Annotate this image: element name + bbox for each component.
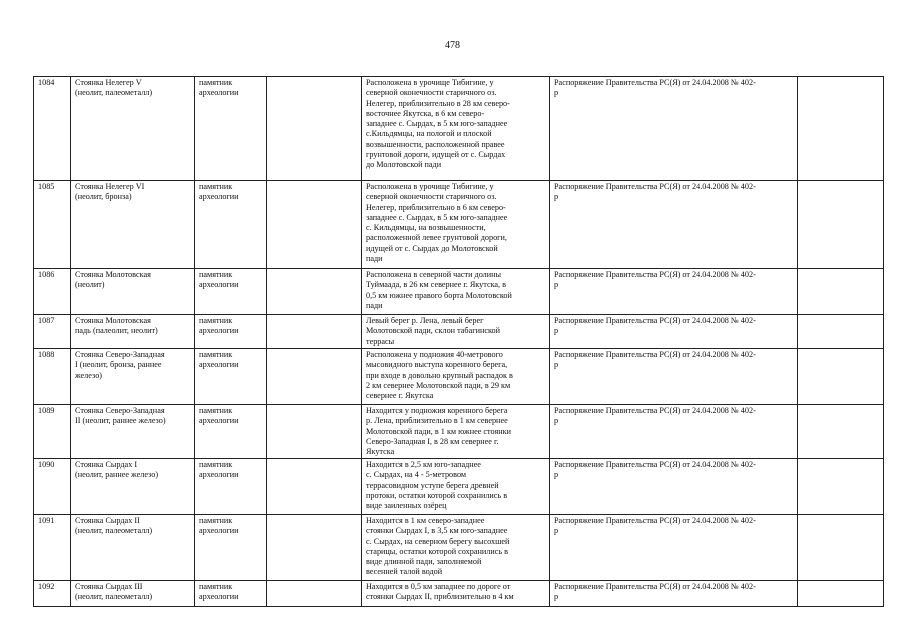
cell-monument-name: Стоянка Сырдах I (неолит, раннее железо): [71, 459, 195, 515]
cell-empty: [267, 269, 362, 315]
cell-number: 1090: [34, 459, 71, 515]
cell-monument-name: Стоянка Нелегер V (неолит, палеометалл): [71, 77, 195, 181]
cell-document: Распоряжение Правительства РС(Я) от 24.04.2008 № 402- р: [550, 515, 798, 581]
cell-number: 1086: [34, 269, 71, 315]
cell-document: Распоряжение Правительства РС(Я) от 24.04.2008 № 402- р: [550, 349, 798, 405]
cell-monument-name: Стоянка Нелегер VI (неолит, бронза): [71, 181, 195, 269]
monuments-table: [33, 76, 884, 607]
cell-number: 1087: [34, 315, 71, 349]
cell-number: 1085: [34, 181, 71, 269]
cell-number: 1088: [34, 349, 71, 405]
table-row: [34, 315, 884, 349]
table-row: [34, 269, 884, 315]
cell-empty: [267, 181, 362, 269]
cell-document: Распоряжение Правительства РС(Я) от 24.04.2008 № 402- р: [550, 581, 798, 607]
cell-monument-name: Стоянка Северо-Западная I (неолит, бронза, раннее железо): [71, 349, 195, 405]
table-row: [34, 581, 884, 607]
cell-empty: [267, 405, 362, 459]
cell-monument-name: Стоянка Северо-Западная II (неолит, раннее железо): [71, 405, 195, 459]
table-row: [34, 77, 884, 181]
cell-document: Распоряжение Правительства РС(Я) от 24.04.2008 № 402- р: [550, 315, 798, 349]
cell-monument-name: Стоянка Сырдах III (неолит, палеометалл): [71, 581, 195, 607]
cell-document: Распоряжение Правительства РС(Я) от 24.04.2008 № 402- р: [550, 405, 798, 459]
cell-category: памятник археологии: [195, 181, 267, 269]
table-row: [34, 459, 884, 515]
cell-document: Распоряжение Правительства РС(Я) от 24.04.2008 № 402- р: [550, 269, 798, 315]
cell-location: Находится в 1 км северо-западнее стоянки Сырдах I, в 3,5 км юго-западнее с. Сырдах, на северном берегу высохшей старицы, остатки которой сохранились в виде длинной пади, заполняемой весенней талой водой: [362, 515, 550, 581]
cell-empty: [267, 315, 362, 349]
cell-document: Распоряжение Правительства РС(Я) от 24.04.2008 № 402- р: [550, 181, 798, 269]
cell-empty: [267, 515, 362, 581]
cell-category: памятник археологии: [195, 405, 267, 459]
page-number: 478: [445, 40, 460, 51]
cell-category: памятник археологии: [195, 269, 267, 315]
table-row: [34, 181, 884, 269]
cell-category: памятник археологии: [195, 459, 267, 515]
cell-category: памятник археологии: [195, 315, 267, 349]
cell-monument-name: Стоянка Сырдах II (неолит, палеометалл): [71, 515, 195, 581]
cell-extra: [798, 515, 884, 581]
cell-category: памятник археологии: [195, 77, 267, 181]
cell-empty: [267, 459, 362, 515]
cell-extra: [798, 581, 884, 607]
table-row: [34, 405, 884, 459]
cell-location: Находится у подножия коренного берега р. Лена, приблизительно в 1 км севернее Молотовской пади, в 1 км южнее стоянки Северо-Западная I, в 28 км севернее г. Якутска: [362, 405, 550, 459]
monuments-table-body: [34, 77, 884, 607]
cell-extra: [798, 181, 884, 269]
cell-number: 1084: [34, 77, 71, 181]
cell-category: памятник археологии: [195, 349, 267, 405]
cell-document: Распоряжение Правительства РС(Я) от 24.04.2008 № 402- р: [550, 459, 798, 515]
cell-document: Распоряжение Правительства РС(Я) от 24.04.2008 № 402- р: [550, 77, 798, 181]
cell-monument-name: Стоянка Молотовская (неолит): [71, 269, 195, 315]
cell-category: памятник археологии: [195, 581, 267, 607]
cell-extra: [798, 459, 884, 515]
cell-location: Расположена в урочище Тибигине, у северной оконечности старичного оз. Нелегер, приблизительно в 6 км северо- западнее с. Сырдах, в 5 км юго-западнее с. Кильдямцы, на возвышенности, расположенной левее грунтовой дороги, идущей от с. Сырдах до Молотовской пади: [362, 181, 550, 269]
cell-empty: [267, 77, 362, 181]
cell-location: Расположена у подножия 40-метрового мысовидного выступа коренного берега, при входе в довольно крупный распадок в 2 км севернее Молотовской пади, в 29 км севернее г. Якутска: [362, 349, 550, 405]
cell-number: 1092: [34, 581, 71, 607]
cell-extra: [798, 405, 884, 459]
cell-extra: [798, 269, 884, 315]
cell-extra: [798, 315, 884, 349]
cell-location: Левый берег р. Лена, левый берег Молотовской пади, склон табагинской террасы: [362, 315, 550, 349]
cell-empty: [267, 581, 362, 607]
cell-location: Находится в 0,5 км западнее по дороге от стоянки Сырдах II, приблизительно в 4 км: [362, 581, 550, 607]
cell-monument-name: Стоянка Молотовская падь (палеолит, неолит): [71, 315, 195, 349]
cell-location: Расположена в урочище Тибигине, у северной оконечности старичного оз. Нелегер, приблизительно в 28 км северо- восточнее Якутска, в 6 км северо- западнее с. Сырдах, в 5 км юго-западнее с.Кильдямцы, на пологой и плоской возвышенности, расположенной правее грунтовой дороги, идущей от с. Сырдах до Молотовской пади: [362, 77, 550, 181]
table-row: [34, 515, 884, 581]
table-row: [34, 349, 884, 405]
cell-category: памятник археологии: [195, 515, 267, 581]
cell-number: 1089: [34, 405, 71, 459]
cell-location: Находится в 2,5 км юго-западнее с. Сырдах, на 4 - 5-метровом террасовидном уступе берега древней протоки, остатки которой сохранились в виде заиленных озёрец: [362, 459, 550, 515]
cell-location: Расположена в северной части долины Туймаада, в 26 км севернее г. Якутска, в 0,5 км южнее правого борта Молотовской пади: [362, 269, 550, 315]
cell-number: 1091: [34, 515, 71, 581]
cell-empty: [267, 349, 362, 405]
cell-extra: [798, 77, 884, 181]
cell-extra: [798, 349, 884, 405]
